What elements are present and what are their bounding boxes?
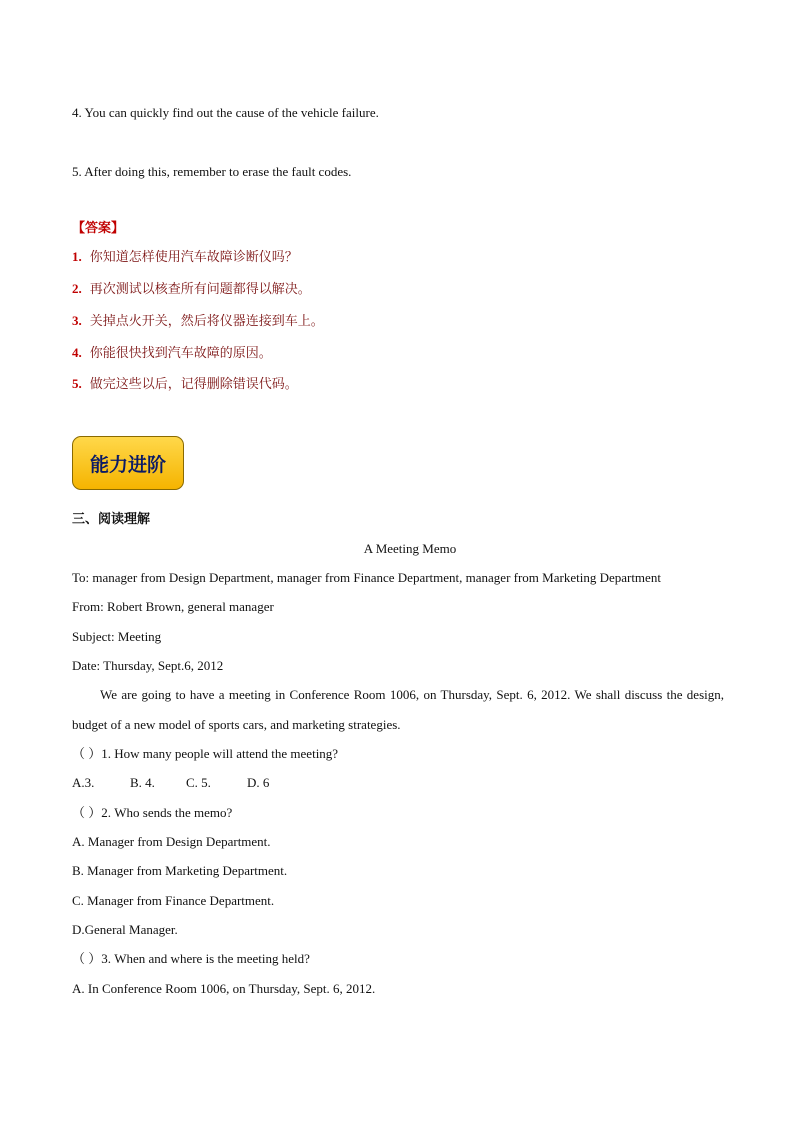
question-2-option-c: C. Manager from Finance Department.	[72, 893, 275, 908]
question-2-option-a: A. Manager from Design Department.	[72, 834, 271, 849]
question-2-option-b: B. Manager from Marketing Department.	[72, 863, 288, 878]
memo-from: From: Robert Brown, general manager	[72, 599, 274, 614]
answer-text: 关掉点火开关，然后将仪器连接到车上。	[89, 314, 324, 329]
answer-num: 1.	[72, 249, 82, 264]
question-1-options	[72, 775, 269, 791]
option-d: D. 6	[247, 775, 270, 790]
sentence-5: 5. After doing this, remember to erase the fault codes.	[72, 164, 352, 179]
answer-num: 5.	[72, 376, 82, 391]
memo-subject: Subject: Meeting	[72, 629, 162, 644]
memo-to: To: manager from Design Department, manager from Finance Department, manager from Marketing Department	[72, 570, 661, 585]
answer-item-2	[72, 281, 311, 298]
question-3-stem: （ ）3. When and where is the meeting held?	[72, 951, 310, 966]
question-2-stem: （ ）2. Who sends the memo?	[72, 805, 233, 820]
answer-text: 你知道怎样使用汽车故障诊断仪吗？	[89, 250, 298, 265]
answer-text: 你能很快找到汽车故障的原因。	[89, 346, 272, 361]
answer-text: 再次测试以核查所有问题都得以解决。	[89, 282, 311, 297]
answer-num: 3.	[72, 313, 82, 328]
option-c: C. 5.	[186, 775, 211, 790]
option-b: B. 4.	[130, 775, 155, 790]
question-2-option-d: D.General Manager.	[72, 922, 178, 937]
memo-body: We are going to have a meeting in Conference Room 1006, on Thursday, Sept. 6, 2012. We shall discuss the design, budget of a new model of sports cars, and marketing strategies.	[72, 687, 724, 732]
answer-label: 【答案】	[72, 221, 125, 236]
badge-label: 能力进阶	[89, 453, 166, 476]
answer-item-4	[72, 345, 272, 362]
level-badge	[72, 436, 184, 490]
answer-item-3	[72, 313, 324, 330]
answer-num: 2.	[72, 281, 82, 296]
question-1-stem: （ ）1. How many people will attend the meeting?	[72, 746, 339, 761]
memo-date: Date: Thursday, Sept.6, 2012	[72, 658, 224, 673]
question-3-option-a: A. In Conference Room 1006, on Thursday, Sept. 6, 2012.	[72, 981, 376, 996]
sentence-4: 4. You can quickly find out the cause of the vehicle failure.	[72, 105, 379, 120]
answer-item-5	[72, 376, 298, 393]
option-a: A.3.	[72, 775, 95, 790]
section-title: 三、阅读理解	[72, 512, 151, 527]
memo-title: A Meeting Memo	[363, 541, 457, 556]
answer-item-1	[72, 249, 298, 266]
answer-text: 做完这些以后，记得删除错误代码。	[89, 377, 298, 392]
answer-num: 4.	[72, 345, 82, 360]
